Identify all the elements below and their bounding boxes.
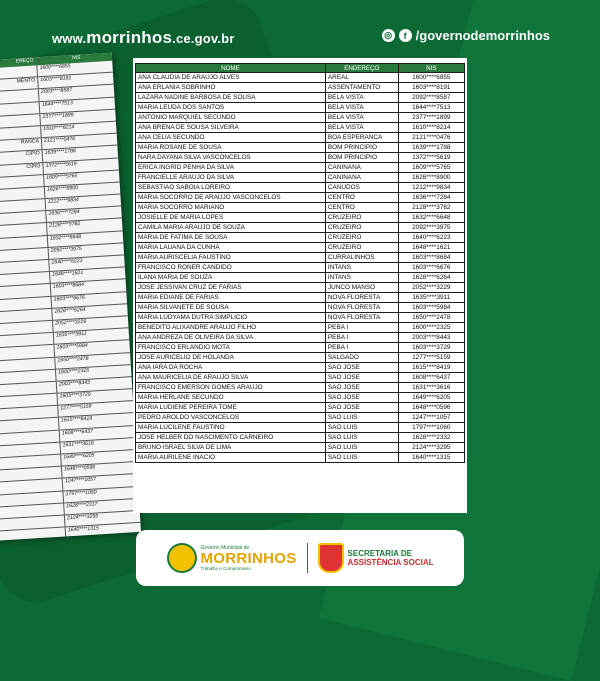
cell-nis: 1636****7284 [398,193,464,203]
back-sheet-cell-address: MENTO [0,77,39,93]
cell-address: CENTRO [325,193,398,203]
table-row [136,163,465,173]
cell-name: MARIA LUCILENE FAUSTINO [136,423,326,433]
table-row [136,253,465,263]
cell-name: MARIA ROSANE DE SOUSA [136,143,326,153]
table-row [136,153,465,163]
cell-name: MARIA LUDYAMA DUTRA SIMPLICIO [136,313,326,323]
back-sheet-cell-nis: 1639****1788 [44,148,77,157]
cell-address: INTANS [325,273,398,283]
back-sheet-cell-nis: 2092****3975 [50,245,82,254]
back-sheet-cell-nis: 1610****8214 [43,124,75,132]
cell-nis: 1649****6205 [398,393,464,403]
cell-address: SAO JOSE [325,403,398,413]
table-row [136,393,465,403]
cell-address: NOVA FLORESTA [325,303,398,313]
table-row [136,223,465,233]
cell-nis: 1603****6676 [398,263,464,273]
cell-nis: 1615****8419 [398,363,464,373]
cell-name: ANA ANDREZA DE OLIVEIRA DA SILVA [136,333,326,343]
cell-nis: 1628****6264 [398,273,464,283]
site-url[interactable] [52,28,235,48]
back-sheet-header-left: EREÇO [0,57,39,70]
table-header-row [136,64,465,73]
cell-nis: 1639****1788 [398,143,464,153]
back-sheet-cell-nis: 1640****1315 [67,525,100,534]
cell-nis: 1603****8191 [398,83,464,93]
back-sheet-cell-address: CIPIO [0,150,43,166]
cell-name: MARIA AURILENE INACIO [136,453,326,463]
back-sheet-cell-nis: 1628****2317 [66,501,98,510]
table-row [136,383,465,393]
back-sheet-cell-nis: 2003****8587 [40,87,73,96]
logo1-name: MORRINHOS [200,550,297,567]
municipal-emblem-icon [167,543,197,573]
cell-nis: 2003****8443 [398,333,464,343]
cell-name: PEDRO AROLDO VASCONCELOS [136,413,326,423]
cell-name: MARIA LEUDA DOS SANTOS [136,103,326,113]
back-sheet-cell-nis: 2052****3229 [54,318,87,327]
cell-nis: 1628****2332 [398,433,464,443]
back-sheet-cell-nis: 2128****3782 [49,221,81,230]
table-row [136,363,465,373]
back-sheet-cell-nis: 1372****5619 [45,160,77,169]
back-sheet-cell-nis: 1600****2325 [57,367,90,376]
cell-nis: 2052****3229 [398,283,464,293]
cell-address: PEBA I [325,323,398,333]
cell-name: MARIA LUDIENE PEREIRA TOME [136,403,326,413]
cell-nis: 1797****1060 [398,423,464,433]
cell-nis: 1632****6648 [398,213,464,223]
back-sheet-cell-nis: 1603****3729 [59,391,91,400]
facebook-icon[interactable]: f [399,29,412,42]
cell-address: SAO LUIS [325,433,398,443]
cell-nis: 1372****5619 [398,153,464,163]
table-row [136,133,465,143]
cell-nis: 1603****3729 [398,343,464,353]
cell-nis: 1603****5984 [398,303,464,313]
back-sheet-cell-nis: 1650****2478 [57,355,89,364]
logo1-sub-text: Trabalho e Compromisso [200,566,251,571]
back-sheet-cell-nis: 1797****1060 [65,489,97,497]
table-row [136,433,465,443]
cell-nis: 2377****1899 [398,113,464,123]
cell-address: BOA ESPERANCA [325,133,398,143]
cell-name: MARIA EDIANE DE FARIAS [136,293,326,303]
logo2-line1: SECRETARIA DE [347,549,412,558]
table-row [136,143,465,153]
table-row [136,293,465,303]
cell-nis: 2092****3975 [398,223,464,233]
column-header-address: ENDEREÇO [325,64,398,73]
cell-address: NOVA FLORESTA [325,293,398,303]
cell-nis: 1608****6437 [398,373,464,383]
back-sheet-cell-nis: 1600****6855 [39,63,71,72]
cell-name: SEBASTIAO SABOIA LOREIRO [136,183,326,193]
cell-name: MARIA AURISCELIA FAUSTINO [136,253,326,263]
cell-address: CRUZEIRO [325,233,398,243]
cell-nis: 2124****3295 [398,443,464,453]
back-sheet-cell-nis: 1609****5765 [46,172,78,181]
back-sheet-cell-nis: 1635****3911 [55,330,87,339]
table-row [136,173,465,183]
cell-name: FRANCISCO EMERSON GOMES ARAUJO [136,383,326,393]
cell-nis: 1648****0596 [398,403,464,413]
cell-name: NARA DAYANA SILVA VASCONCELOS [136,153,326,163]
cell-nis: 1277****5159 [398,353,464,363]
table-row [136,443,465,453]
back-sheet-cell-nis: 1636****7284 [48,209,80,218]
table-row [136,413,465,423]
back-sheet-header-right: NIS [71,54,81,62]
table-row [136,73,465,83]
table-row [136,333,465,343]
cell-name: MARIA LAUANA DA CUNHA [136,243,326,253]
cell-address: BOM PRINCIPIO [325,153,398,163]
cell-address: CRUZEIRO [325,223,398,233]
cell-name: ANTONIO MARQUIEL SECUNDO [136,113,326,123]
cell-nis: 1644****7513 [398,103,464,113]
table-row [136,423,465,433]
back-sheet-cell-nis: 1649****6205 [63,452,95,461]
site-suffix: .ce.gov.br [172,31,235,46]
beneficiary-table [135,63,465,463]
logo2-line2: ASSISTÊNCIA SOCIAL [347,558,434,567]
cell-address: SAO JOSE [325,363,398,373]
back-sheet-cell-nis: 1631****3616 [62,440,94,449]
instagram-icon[interactable]: ◎ [382,29,395,42]
table-row [136,303,465,313]
back-sheet-cell-address: CIPIO [0,163,44,179]
cell-name: FRANCISCO RONER CANDIDO [136,263,326,273]
back-sheet-cell-nis: 1603****8191 [40,75,72,84]
cell-address: JUNCO MANSO [325,283,398,293]
cell-nis: 1640****1315 [398,453,464,463]
site-prefix: www. [52,31,87,46]
table-row [136,103,465,113]
cell-nis: 1247****1057 [398,413,464,423]
cell-address: SAO JOSE [325,373,398,383]
cell-address: NOVA FLORESTA [325,313,398,323]
table-row [136,403,465,413]
back-sheet-cell-nis: 1615****8419 [60,416,93,424]
cell-name: JOSIELLE DE MARIA LOPES [136,213,326,223]
table-row [136,183,465,193]
cell-name: ANA ERLANIA SOBRINHO [136,83,326,93]
social-handle-text: /governodemorrinhos [415,28,550,43]
back-sheet-cell-nis: 1608****6437 [61,428,94,437]
cell-nis: 2121****0476 [398,133,464,143]
cell-address: CRUZEIRO [325,243,398,253]
cell-name: BRUNO ISRAEL SILVA DE LIMA [136,443,326,453]
cell-nis: 1610****8214 [398,123,464,133]
social-handle[interactable] [382,28,550,43]
cell-address: SAO LUIS [325,453,398,463]
cell-address: AREAL [325,73,398,83]
cell-address: SALGADO [325,353,398,363]
cell-name: MARIA HERLANE SECUNDO [136,393,326,403]
cell-address: CENTRO [325,203,398,213]
table-row [136,193,465,203]
back-sheet-cell-nis: 2377****1899 [42,111,74,120]
table-row [136,123,465,133]
back-sheet-cell-nis: 1603****6676 [53,294,85,303]
cell-nis: 1212****9834 [398,183,464,193]
cell-name: MARIA SOCORRO DE ARAUJO VASCONCELOS [136,193,326,203]
cell-name: ANA CLAUDIA DE ARAUJO ALVES [136,73,326,83]
back-sheet-cell-address: RANCA [0,138,42,154]
beneficiary-list-sheet [133,58,467,513]
cell-address: SAO JOSE [325,383,398,393]
cell-address: CANINANA [325,163,398,173]
cell-address: PEBA I [325,343,398,353]
cell-nis: 1600****6855 [398,73,464,83]
coat-of-arms-icon [318,543,344,573]
cell-name: FRANCISCO ERLANDIO MOTA [136,343,326,353]
cell-address: CANINANA [325,173,398,183]
table-row [136,213,465,223]
cell-nis: 1650****2478 [398,313,464,323]
cell-address: INTANS [325,263,398,273]
column-header-nis: NIS [398,64,464,73]
back-sheet-cell-nis: 1644****7513 [41,99,74,108]
cell-address: ASSENTAMENTO [325,83,398,93]
cell-address: BELA VISTA [325,123,398,133]
social-assistance-logo [318,543,434,573]
divider [307,543,308,573]
cell-address: BOM PRINCIPIO [325,143,398,153]
cell-name: CAMILA MARIA ARAUJO DE SOUZA [136,223,326,233]
cell-nis: 2128****3782 [398,203,464,213]
back-sheet-cell-nis: 1212****9834 [47,197,79,205]
cell-address: BELA VISTA [325,93,398,103]
table-row [136,243,465,253]
table-row [136,283,465,293]
cell-address: SAO LUIS [325,443,398,453]
cell-nis: 1635****3911 [398,293,464,303]
morrinhos-logo [167,543,297,573]
table-row [136,323,465,333]
cell-nis: 1600****2325 [398,323,464,333]
footer-logos [136,530,464,586]
cell-nis: 1603****8684 [398,253,464,263]
cell-nis: 1631****3616 [398,383,464,393]
table-row [136,93,465,103]
cell-address: SAO JOSE [325,393,398,403]
cell-name: MARIA SOCORRO MARIANO [136,203,326,213]
site-name: morrinhos [86,28,173,47]
cell-name: ANA BRENA DE SOUSA SILVEIRA [136,123,326,133]
cell-nis: 2092****8587 [398,93,464,103]
table-row [136,273,465,283]
cell-name: ANA IARA DA ROCHA [136,363,326,373]
cell-address: PEBA I [325,333,398,343]
table-row [136,263,465,273]
back-sheet-cell-nis: 1640****6223 [51,257,83,266]
back-sheet-cell-nis: 2124****3295 [66,513,99,522]
back-sheet-cell-nis: 1648****0596 [63,464,96,473]
cell-nis: 1626****8900 [398,173,464,183]
cell-address: SAO LUIS [325,413,398,423]
cell-address: BELA VISTA [325,103,398,113]
back-sheet-cell-nis: 1603****8684 [52,282,85,291]
cell-address: BELA VISTA [325,113,398,123]
cell-name: JOSE HELBER DO NASCIMENTO CARNEIRO [136,433,326,443]
cell-name: BENEDITO ALIXANDRE ARAUJO FILHO [136,323,326,333]
column-header-name: NOME [136,64,326,73]
cell-address: CANUDOS [325,183,398,193]
back-sheet-cell-nis: 1603****5984 [56,343,88,351]
cell-name: ERICA INGRID PENHA DA SILVA [136,163,326,173]
cell-name: FRANCIELLE ARAUJO DA SILVA [136,173,326,183]
table-row [136,313,465,323]
back-sheet-cell-nis: 1648****1621 [51,270,84,278]
back-sheet-cell-nis: 2003****8443 [58,379,91,388]
cell-name: MARIA DE FATIMA DE SOUSA [136,233,326,243]
back-sheet-cell-nis: 2121****0476 [43,136,76,145]
cell-address: CRUZEIRO [325,213,398,223]
cell-address: SAO LUIS [325,423,398,433]
table-row [136,373,465,383]
cell-nis: 1609****5765 [398,163,464,173]
cell-address: CURRALINHOS [325,253,398,263]
table-row [136,453,465,463]
cell-name: ILANA MARIA DE SOUZA [136,273,326,283]
cell-name: MARIA SILVANETE DE SOUSA [136,303,326,313]
table-row [136,203,465,213]
table-row [136,83,465,93]
header [0,0,600,60]
cell-name: LAZARA NADINE BARBOSA DE SOUSA [136,93,326,103]
table-row [136,343,465,353]
cell-name: ANA MAURICELIA DE ARAUJO SILVA [136,373,326,383]
back-sheet-cell-nis: 1277****5159 [60,403,92,412]
back-sheet-cell-nis: 1626****8900 [46,184,79,193]
cell-nis: 1648****1621 [398,243,464,253]
back-sheet-cell-nis: 1632****6648 [49,233,82,242]
table-row [136,353,465,363]
cell-name: ANA CELIA SECUNDO [136,133,326,143]
logo1-top-text: Governo Municipal de [200,545,250,551]
back-sheet-cell-nis: 1247****1057 [64,476,97,485]
cell-name: JOSE JESSIVAN CRUZ DE FARIAS [136,283,326,293]
back-sheet-cell-nis: 1628****6264 [54,306,86,315]
cell-nis: 1640****6223 [398,233,464,243]
table-row [136,113,465,123]
table-row [136,233,465,243]
cell-name: JOSE AURICELIO DE HOLANDA [136,353,326,363]
